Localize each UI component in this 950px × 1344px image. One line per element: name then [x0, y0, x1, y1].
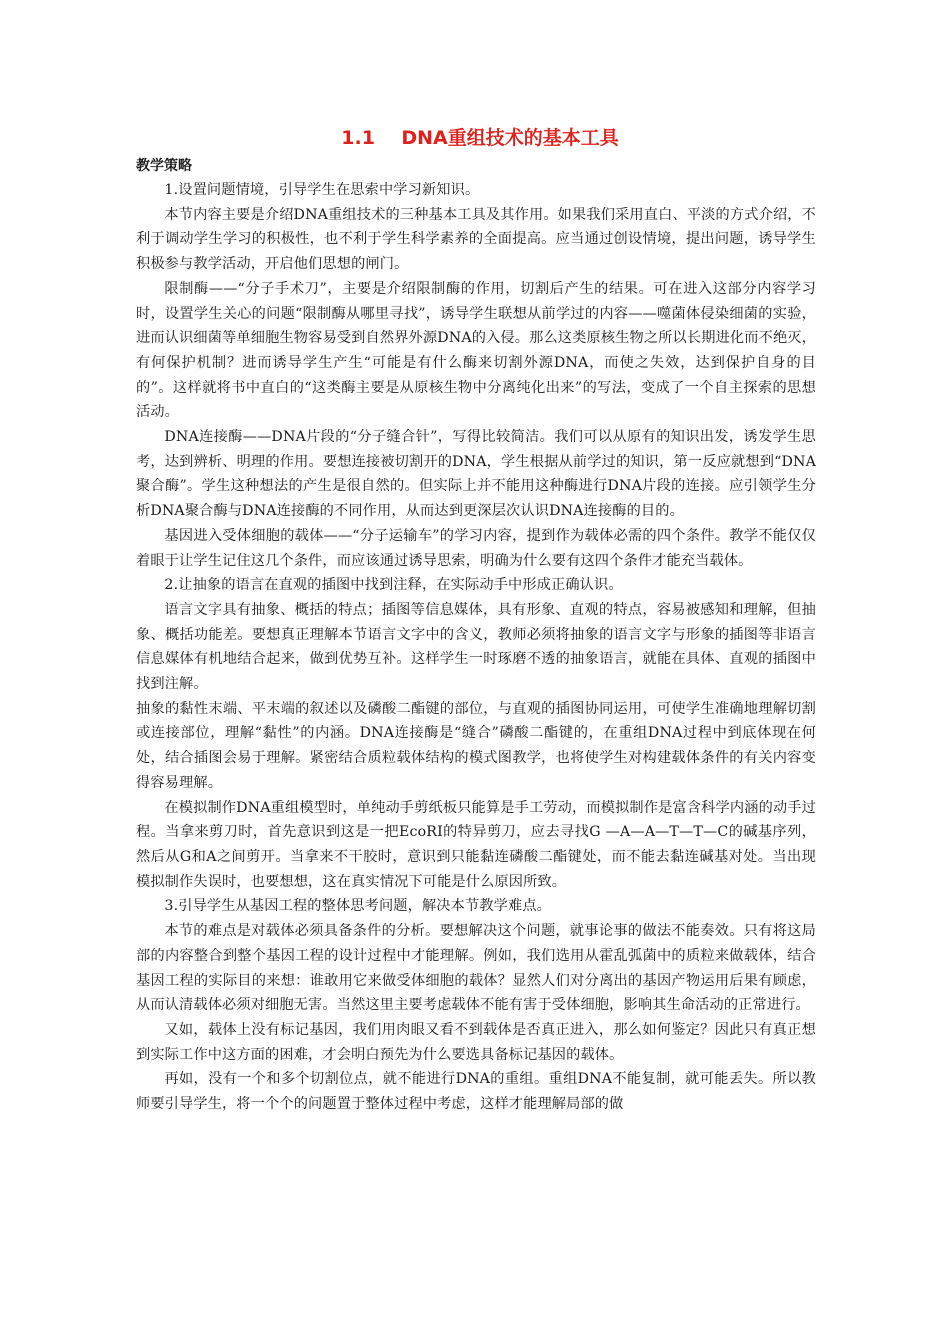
document-page [136, 122, 816, 1117]
body-paragraph: 本节内容主要是介绍DNA重组技术的三种基本工具及其作用。如果我们采用直白、平淡的方式介绍，不利于调动学生学习的积极性，也不利于学生科学素养的全面提高。应当通过创设情境，提出问题，诱导学生积极参与教学活动，开启他们思想的闸门。 [136, 206, 816, 273]
section-heading: 教学策略 [136, 158, 192, 174]
body-paragraph: 语言文字具有抽象、概括的特点；插图等信息媒体，具有形象、直观的特点，容易被感知和理解，但抽象、概括功能差。要想真正理解本节语言文字中的含义，教师必须将抽象的语言文字与形象的插图等非语言信息媒体有机地结合起来，做到优势互补。这样学生一时琢磨不透的抽象语言，就能在具体、直观的插图中找到注解。 [136, 601, 816, 693]
body-paragraph: 2.让抽象的语言在直观的插图中找到注释，在实际动手中形成正确认识。 [164, 577, 623, 594]
body-paragraph: DNA连接酶——DNA片段的“分子缝合针”，写得比较简洁。我们可以从原有的知识出发，诱发学生思考，达到辨析、明理的作用。要想连接被切割开的DNA，学生根据从前学过的知识，第一反应就想到“DNA聚合酶”。学生这种想法的产生是很自然的。但实际上并不能用这种酶进行DNA片段的连接。应引领学生分析DNA聚合酶与DNA连接酶的不同作用，从而达到更深层次认识DNA连接酶的目的。 [136, 429, 816, 520]
body-paragraph: 在模拟制作DNA重组模型时，单纯动手剪纸板只能算是手工劳动，而模拟制作是富含科学内涵的动手过程。当拿来剪刀时，首先意识到这是一把EcoRI的特异剪刀，应去寻找G —A—A—T—T—C的碱基序列，然后从G和A之间剪开。当拿来不干胶时，意识到只能黏连磷酸二酯键处，而不能去黏连碱基对处。当出现模拟制作失误时，也要想想，这在真实情况下可能是什么原因所致。 [136, 799, 816, 890]
body-paragraph: 限制酶——“分子手术刀”，主要是介绍限制酶的作用，切割后产生的结果。可在进入这部分内容学习时，设置学生关心的问题“限制酶从哪里寻找”，诱导学生联想从前学过的内容——噬菌体侵染细菌的实验，进而认识细菌等单细胞生物容易受到自然界外源DNA的入侵。那么这类原核生物之所以长期进化而不绝灭，有何保护机制？进而诱导学生产生“可能是有什么酶来切割外源DNA，而使之失效，达到保护自身的目的”。这样就将书中直白的“这类酶主要是从原核生物中分离纯化出来”的写法，变成了一个自主探索的思想活动。 [136, 280, 816, 421]
body-paragraph: 本节的难点是对载体必须具备条件的分析。要想解决这个问题，就事论事的做法不能奏效。只有将这局部的内容整合到整个基因工程的设计过程中才能理解。例如，我们选用从霍乱弧菌中的质粒来做载体，结合基因工程的实际目的来想：谁敢用它来做受体细胞的载体？显然人们对分离出的基因产物运用后果有顾虑，从而认清载体必须对细胞无害。当然这里主要考虑载体不能有害于受体细胞，影响其生命活动的正常进行。 [136, 923, 816, 1014]
body-paragraph: 基因进入受体细胞的载体——“分子运输车”的学习内容，提到作为载体必需的四个条件。教学不能仅仅着眼于让学生记住这几个条件，而应该通过诱导思索，明确为什么要有这四个条件才能充当载体。 [136, 527, 816, 569]
body-paragraph: 再如，没有一个和多个切割位点，就不能进行DNA的重组。重组DNA不能复制，就可能丢失。所以教师要引导学生，将一个个的问题置于整体过程中考虑，这样才能理解局部的做 [136, 1071, 816, 1113]
body-paragraph: 1.设置问题情境，引导学生在思索中学习新知识。 [164, 182, 480, 198]
document-body [136, 178, 816, 1117]
body-paragraph: 3.引导学生从基因工程的整体思考问题，解决本节教学难点。 [164, 898, 552, 915]
document-title: 1.1 DNA重组技术的基本工具 [341, 127, 619, 149]
body-paragraph: 又如，载体上没有标记基因，我们用肉眼又看不到载体是否真正进入，那么如何鉴定？因此只有真正想到实际工作中这方面的困难，才会明白预先为什么要选具备标记基因的载体。 [136, 1021, 816, 1063]
body-paragraph: 抽象的黏性末端、平末端的叙述以及磷酸二酯键的部位，与直观的插图协同运用，可使学生准确地理解切割或连接部位，理解“黏性”的内涵。DNA连接酶是“缝合”磷酸二酯键的，在重组DNA过程中到底体现在何处，结合插图会易于理解。紧密结合质粒载体结构的模式图教学，也将使学生对构建载体条件的有关内容变得容易理解。 [136, 700, 816, 791]
